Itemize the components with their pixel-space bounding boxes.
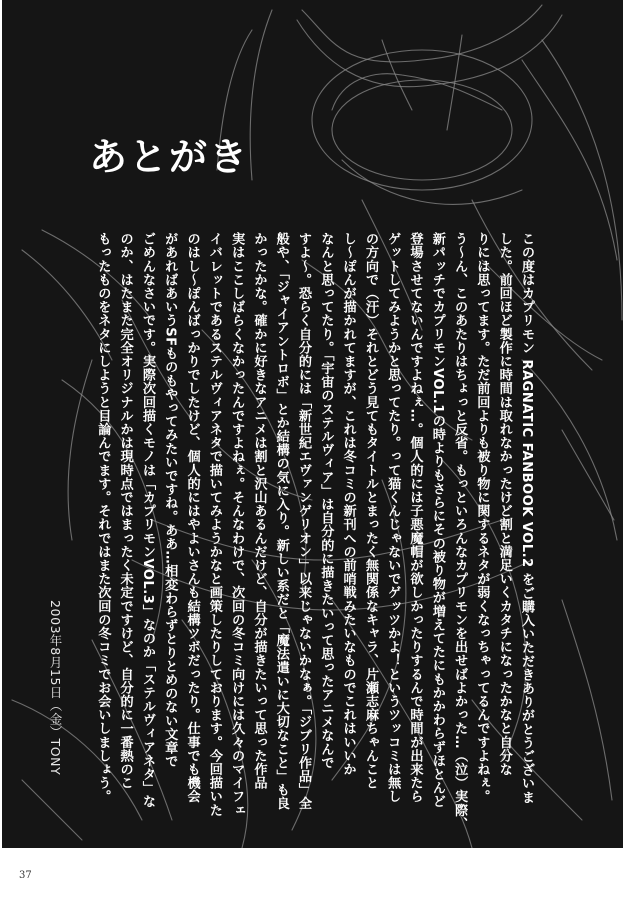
dark-background-panel (2, 0, 623, 848)
afterword-line: のはし～ぽんばっかりでしたけど、個人的にはやよいさんも結構ツボだったり。仕事でも機会 (184, 232, 200, 804)
afterword-line: りには思ってます。ただ前回よりも被り物に関するネタが弱くなっちゃってるんですよねぇ。 (474, 232, 490, 804)
afterword-line: した。前回ほど製作に時間は取れなかったけど割と満足いくカタチになったかなと自分な (496, 232, 512, 776)
afterword-line: 新パッチでカプリモンVOL.1の時よりもさらにその被り物が増えてたにもかかわらずほとんど (429, 232, 445, 809)
afterword-line: この度はカプリモン RAGNATIC FANBOOK VOL.2 をご購入いただきありがとうございま (519, 232, 534, 804)
afterword-line: し～ぽんが描かれてますが、これは冬コミの新刊への前哨戦みたいなものでこれはいいか (340, 232, 356, 776)
afterword-line: なんと思ってたり。「宇宙のステルヴィア」は自分的に描きたいって思ったアニメなんで (318, 232, 334, 770)
page-number: 37 (19, 870, 32, 881)
afterword-line: 登場させてないんですよねぇ…。個人的には子悪魔帽が欲しかったりするんで時間が出来たら (407, 232, 423, 804)
afterword-line: があればあいうSFものもやってみたいですね。ああ…相変わらずとりとめのない文章で (162, 232, 178, 769)
afterword-line: の方向で（汗）それとどう見てもタイトルとまったく無関係なキャラ、片瀬志麻ちゃんこと (362, 232, 378, 790)
afterword-line: 実はここしばらくなかったんですよねぇ。そんなわけで、次回の冬コミ向けには久々のマイフェ (229, 232, 245, 817)
afterword-line: かったかな。確かに好きなアニメは割と沢山あるんだけど、自分が描きたいって思った作品 (251, 232, 267, 790)
afterword-body (91, 232, 537, 831)
afterword-title: あとがき (89, 135, 250, 179)
afterword-line: う～ん、このあたりはちょっと反省。もっといろんなカプリモンを出せばよかった…（泣）実際、 (452, 232, 468, 831)
afterword-line: のか、はたまた完全オリジナルかは現時点ではまったく未定ですけど、自分的に一番熱のこ (117, 232, 133, 790)
afterword-line: 般や、「ジャイアントロボ」とか結構の気に入り。新しい系だと「魔法遣いに大切なこと」も良 (273, 232, 289, 811)
date-signature: 2003年8月15日（金）TONY (48, 600, 63, 776)
afterword-line: すよ～。恐らく自分的には「新世紀エヴァンゲリオン」以来じゃないかなぁ。「ジブリ作品」全 (296, 232, 312, 811)
afterword-line: もったものをネタにしようと目論んでます。それではまた次回の冬コミでお会いしましょう。 (95, 232, 111, 804)
afterword-line: ごめんなさいです。実際次回描くモノは「カプリモンVOL.3」なのか「ステルヴィアネタ」な (139, 232, 155, 809)
afterword-line: ゲットしてみようかと思ってたり。って猫くんじゃないでゲッツかよ！というツッコミは無し (385, 232, 401, 804)
afterword-line: イバレットであるステルヴィアネタで描いてみようかなと画策したりしております。今回描いた (206, 232, 222, 817)
